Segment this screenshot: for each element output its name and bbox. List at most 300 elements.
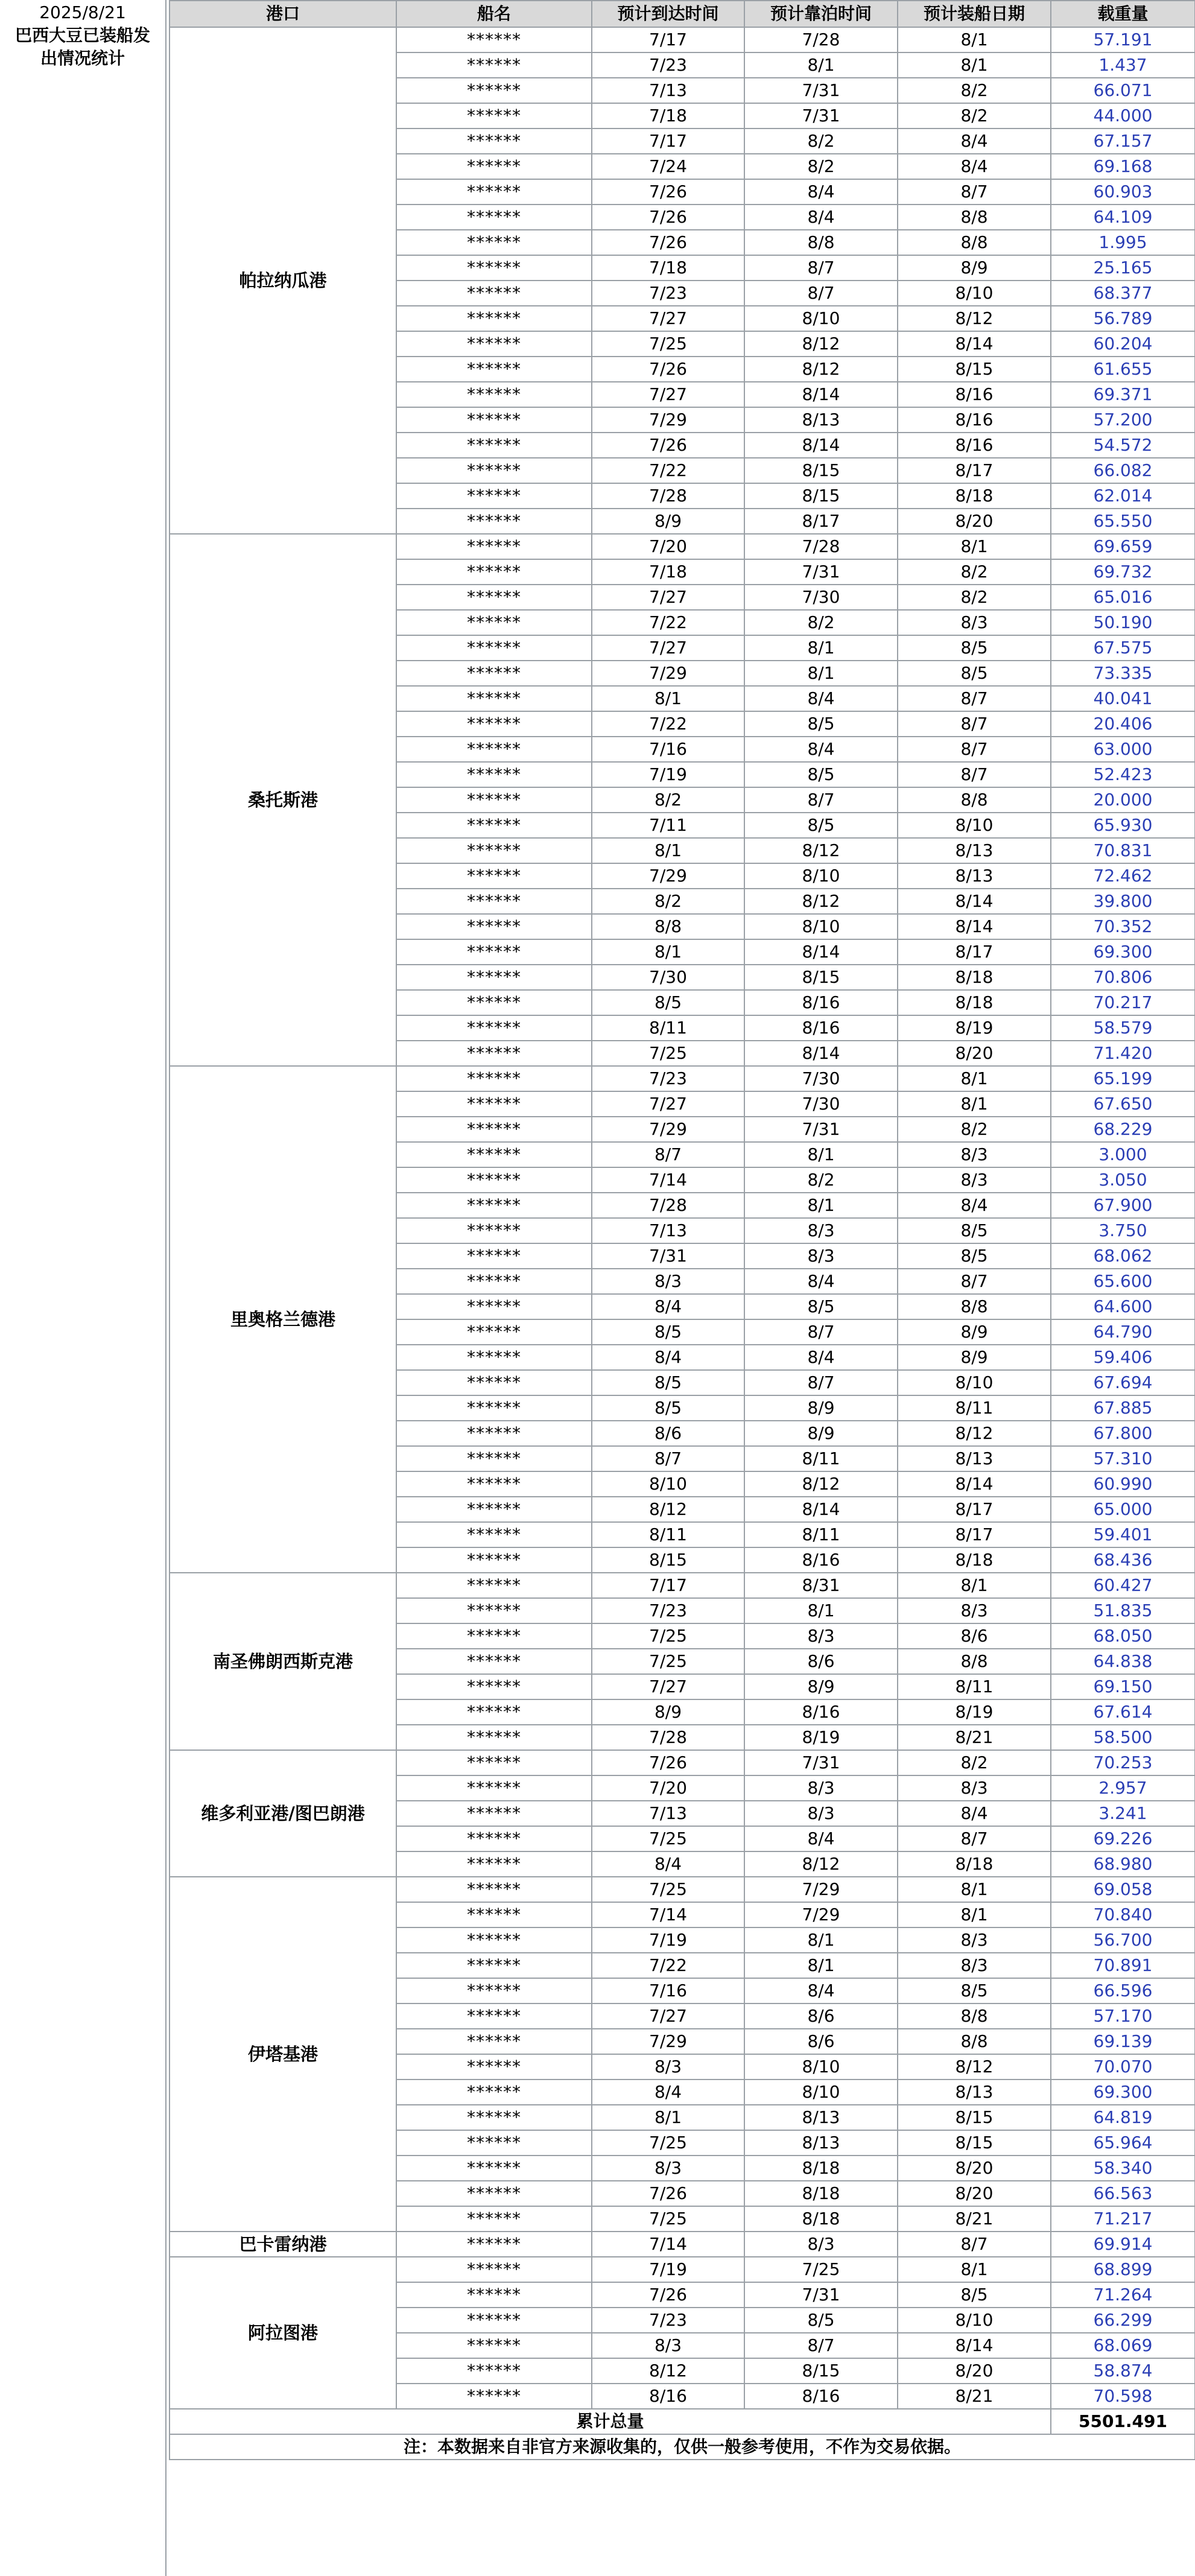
eta-cell[interactable]: 8/16: [592, 2384, 744, 2409]
tonnage-cell[interactable]: 71.420: [1051, 1041, 1195, 1066]
loading-date-cell[interactable]: 8/15: [898, 2130, 1051, 2156]
loading-date-cell[interactable]: 8/7: [898, 2232, 1051, 2257]
berthing-cell[interactable]: 8/2: [744, 154, 898, 179]
eta-cell[interactable]: 7/27: [592, 1674, 744, 1699]
berthing-cell[interactable]: 8/5: [744, 762, 898, 787]
tonnage-cell[interactable]: 68.229: [1051, 1117, 1195, 1142]
tonnage-cell[interactable]: 65.964: [1051, 2130, 1195, 2156]
loading-date-cell[interactable]: 8/7: [898, 711, 1051, 737]
berthing-cell[interactable]: 8/3: [744, 1801, 898, 1826]
berthing-cell[interactable]: 8/15: [744, 458, 898, 483]
ship-name-cell[interactable]: ******: [396, 585, 592, 610]
ship-name-cell[interactable]: ******: [396, 1953, 592, 1978]
berthing-cell[interactable]: 8/2: [744, 1167, 898, 1193]
ship-name-cell[interactable]: ******: [396, 281, 592, 306]
tonnage-cell[interactable]: 66.071: [1051, 78, 1195, 103]
eta-cell[interactable]: 7/17: [592, 27, 744, 52]
loading-date-cell[interactable]: 8/21: [898, 2206, 1051, 2232]
berthing-cell[interactable]: 8/15: [744, 2358, 898, 2384]
tonnage-cell[interactable]: 64.838: [1051, 1649, 1195, 1674]
eta-cell[interactable]: 7/27: [592, 1091, 744, 1117]
ship-name-cell[interactable]: ******: [396, 534, 592, 559]
loading-date-cell[interactable]: 8/18: [898, 965, 1051, 990]
eta-cell[interactable]: 7/29: [592, 661, 744, 686]
tonnage-cell[interactable]: 3.241: [1051, 1801, 1195, 1826]
loading-date-cell[interactable]: 8/14: [898, 1471, 1051, 1497]
loading-date-cell[interactable]: 8/7: [898, 179, 1051, 205]
port-cell[interactable]: 里奥格兰德港: [170, 1066, 396, 1573]
berthing-cell[interactable]: 8/12: [744, 1471, 898, 1497]
eta-cell[interactable]: 7/26: [592, 2282, 744, 2308]
tonnage-cell[interactable]: 1.437: [1051, 52, 1195, 78]
tonnage-cell[interactable]: 58.579: [1051, 1015, 1195, 1041]
berthing-cell[interactable]: 8/2: [744, 128, 898, 154]
loading-date-cell[interactable]: 8/1: [898, 1091, 1051, 1117]
tonnage-cell[interactable]: 69.659: [1051, 534, 1195, 559]
ship-name-cell[interactable]: ******: [396, 2130, 592, 2156]
loading-date-cell[interactable]: 8/15: [898, 357, 1051, 382]
tonnage-cell[interactable]: 58.874: [1051, 2358, 1195, 2384]
ship-name-cell[interactable]: ******: [396, 27, 592, 52]
eta-cell[interactable]: 7/26: [592, 230, 744, 255]
ship-name-cell[interactable]: ******: [396, 382, 592, 407]
berthing-cell[interactable]: 8/7: [744, 787, 898, 813]
loading-date-cell[interactable]: 8/1: [898, 27, 1051, 52]
loading-date-cell[interactable]: 8/11: [898, 1395, 1051, 1421]
tonnage-cell[interactable]: 69.914: [1051, 2232, 1195, 2257]
berthing-cell[interactable]: 8/17: [744, 509, 898, 534]
berthing-cell[interactable]: 8/1: [744, 635, 898, 661]
berthing-cell[interactable]: 8/10: [744, 914, 898, 939]
loading-date-cell[interactable]: 8/9: [898, 255, 1051, 281]
port-cell[interactable]: 帕拉纳瓜港: [170, 27, 396, 534]
berthing-cell[interactable]: 8/1: [744, 661, 898, 686]
ship-name-cell[interactable]: ******: [396, 1269, 592, 1294]
ship-name-cell[interactable]: ******: [396, 1775, 592, 1801]
berthing-cell[interactable]: 8/3: [744, 1623, 898, 1649]
berthing-cell[interactable]: 8/3: [744, 1243, 898, 1269]
berthing-cell[interactable]: 8/5: [744, 2308, 898, 2333]
eta-cell[interactable]: 7/26: [592, 1750, 744, 1775]
tonnage-cell[interactable]: 66.082: [1051, 458, 1195, 483]
berthing-cell[interactable]: 8/4: [744, 205, 898, 230]
eta-cell[interactable]: 7/19: [592, 1927, 744, 1953]
ship-name-cell[interactable]: ******: [396, 2080, 592, 2105]
tonnage-cell[interactable]: 3.750: [1051, 1218, 1195, 1243]
loading-date-cell[interactable]: 8/2: [898, 585, 1051, 610]
tonnage-cell[interactable]: 65.930: [1051, 813, 1195, 838]
eta-cell[interactable]: 7/25: [592, 1623, 744, 1649]
berthing-cell[interactable]: 8/2: [744, 610, 898, 635]
berthing-cell[interactable]: 8/12: [744, 331, 898, 357]
tonnage-cell[interactable]: 68.436: [1051, 1547, 1195, 1573]
berthing-cell[interactable]: 8/9: [744, 1421, 898, 1446]
tonnage-cell[interactable]: 69.058: [1051, 1877, 1195, 1902]
ship-name-cell[interactable]: ******: [396, 1345, 592, 1370]
ship-name-cell[interactable]: ******: [396, 357, 592, 382]
port-cell[interactable]: 桑托斯港: [170, 534, 396, 1066]
berthing-cell[interactable]: 8/8: [744, 230, 898, 255]
ship-name-cell[interactable]: ******: [396, 1801, 592, 1826]
berthing-cell[interactable]: 8/11: [744, 1522, 898, 1547]
berthing-cell[interactable]: 8/5: [744, 813, 898, 838]
loading-date-cell[interactable]: 8/12: [898, 2054, 1051, 2080]
loading-date-cell[interactable]: 8/7: [898, 737, 1051, 762]
tonnage-cell[interactable]: 69.168: [1051, 154, 1195, 179]
eta-cell[interactable]: 8/1: [592, 2105, 744, 2130]
tonnage-cell[interactable]: 2.957: [1051, 1775, 1195, 1801]
ship-name-cell[interactable]: ******: [396, 483, 592, 509]
berthing-cell[interactable]: 8/13: [744, 2105, 898, 2130]
tonnage-cell[interactable]: 70.253: [1051, 1750, 1195, 1775]
berthing-cell[interactable]: 8/19: [744, 1725, 898, 1750]
eta-cell[interactable]: 8/5: [592, 1370, 744, 1395]
berthing-cell[interactable]: 8/18: [744, 2156, 898, 2181]
loading-date-cell[interactable]: 8/2: [898, 1750, 1051, 1775]
loading-date-cell[interactable]: 8/5: [898, 635, 1051, 661]
tonnage-cell[interactable]: 67.800: [1051, 1421, 1195, 1446]
ship-name-cell[interactable]: ******: [396, 686, 592, 711]
tonnage-cell[interactable]: 3.050: [1051, 1167, 1195, 1193]
berthing-cell[interactable]: 8/31: [744, 1573, 898, 1598]
ship-name-cell[interactable]: ******: [396, 1826, 592, 1851]
ship-name-cell[interactable]: ******: [396, 1674, 592, 1699]
loading-date-cell[interactable]: 8/1: [898, 52, 1051, 78]
eta-cell[interactable]: 7/29: [592, 2029, 744, 2054]
tonnage-cell[interactable]: 54.572: [1051, 433, 1195, 458]
tonnage-cell[interactable]: 61.655: [1051, 357, 1195, 382]
berthing-cell[interactable]: 8/1: [744, 1927, 898, 1953]
eta-cell[interactable]: 7/18: [592, 255, 744, 281]
eta-cell[interactable]: 8/3: [592, 2054, 744, 2080]
tonnage-cell[interactable]: 64.790: [1051, 1319, 1195, 1345]
loading-date-cell[interactable]: 8/20: [898, 2181, 1051, 2206]
eta-cell[interactable]: 7/27: [592, 306, 744, 331]
loading-date-cell[interactable]: 8/14: [898, 914, 1051, 939]
loading-date-cell[interactable]: 8/18: [898, 990, 1051, 1015]
ship-name-cell[interactable]: ******: [396, 711, 592, 737]
berthing-cell[interactable]: 7/31: [744, 2282, 898, 2308]
ship-name-cell[interactable]: ******: [396, 2282, 592, 2308]
berthing-cell[interactable]: 8/16: [744, 1547, 898, 1573]
tonnage-cell[interactable]: 59.406: [1051, 1345, 1195, 1370]
eta-cell[interactable]: 7/27: [592, 2003, 744, 2029]
ship-name-cell[interactable]: ******: [396, 1978, 592, 2003]
tonnage-cell[interactable]: 44.000: [1051, 103, 1195, 128]
loading-date-cell[interactable]: 8/1: [898, 1573, 1051, 1598]
tonnage-cell[interactable]: 63.000: [1051, 737, 1195, 762]
berthing-cell[interactable]: 8/9: [744, 1674, 898, 1699]
tonnage-cell[interactable]: 60.990: [1051, 1471, 1195, 1497]
ship-name-cell[interactable]: ******: [396, 103, 592, 128]
berthing-cell[interactable]: 8/12: [744, 838, 898, 863]
tonnage-cell[interactable]: 68.980: [1051, 1851, 1195, 1877]
eta-cell[interactable]: 8/11: [592, 1015, 744, 1041]
berthing-cell[interactable]: 8/12: [744, 1851, 898, 1877]
loading-date-cell[interactable]: 8/8: [898, 2029, 1051, 2054]
tonnage-cell[interactable]: 57.170: [1051, 2003, 1195, 2029]
ship-name-cell[interactable]: ******: [396, 2206, 592, 2232]
loading-date-cell[interactable]: 8/3: [898, 1775, 1051, 1801]
eta-cell[interactable]: 8/3: [592, 1269, 744, 1294]
tonnage-cell[interactable]: 68.069: [1051, 2333, 1195, 2358]
ship-name-cell[interactable]: ******: [396, 2232, 592, 2257]
loading-date-cell[interactable]: 8/17: [898, 939, 1051, 965]
eta-cell[interactable]: 7/19: [592, 2257, 744, 2282]
berthing-cell[interactable]: 8/12: [744, 357, 898, 382]
berthing-cell[interactable]: 8/7: [744, 1370, 898, 1395]
berthing-cell[interactable]: 8/1: [744, 1598, 898, 1623]
ship-name-cell[interactable]: ******: [396, 78, 592, 103]
eta-cell[interactable]: 7/23: [592, 52, 744, 78]
eta-cell[interactable]: 7/30: [592, 965, 744, 990]
tonnage-cell[interactable]: 69.150: [1051, 1674, 1195, 1699]
eta-cell[interactable]: 7/25: [592, 1877, 744, 1902]
eta-cell[interactable]: 8/5: [592, 990, 744, 1015]
ship-name-cell[interactable]: ******: [396, 813, 592, 838]
eta-cell[interactable]: 7/13: [592, 1218, 744, 1243]
ship-name-cell[interactable]: ******: [396, 1193, 592, 1218]
berthing-cell[interactable]: 8/4: [744, 179, 898, 205]
eta-cell[interactable]: 7/28: [592, 483, 744, 509]
ship-name-cell[interactable]: ******: [396, 1927, 592, 1953]
eta-cell[interactable]: 7/18: [592, 103, 744, 128]
loading-date-cell[interactable]: 8/13: [898, 1446, 1051, 1471]
berthing-cell[interactable]: 7/28: [744, 534, 898, 559]
tonnage-cell[interactable]: 70.891: [1051, 1953, 1195, 1978]
berthing-cell[interactable]: 8/4: [744, 737, 898, 762]
ship-name-cell[interactable]: ******: [396, 1421, 592, 1446]
ship-name-cell[interactable]: ******: [396, 1471, 592, 1497]
eta-cell[interactable]: 7/22: [592, 711, 744, 737]
eta-cell[interactable]: 8/1: [592, 939, 744, 965]
berthing-cell[interactable]: 7/25: [744, 2257, 898, 2282]
loading-date-cell[interactable]: 8/2: [898, 103, 1051, 128]
eta-cell[interactable]: 7/16: [592, 737, 744, 762]
tonnage-cell[interactable]: 67.575: [1051, 635, 1195, 661]
loading-date-cell[interactable]: 8/20: [898, 2156, 1051, 2181]
tonnage-cell[interactable]: 51.835: [1051, 1598, 1195, 1623]
berthing-cell[interactable]: 8/3: [744, 2232, 898, 2257]
loading-date-cell[interactable]: 8/19: [898, 1699, 1051, 1725]
tonnage-cell[interactable]: 71.217: [1051, 2206, 1195, 2232]
eta-cell[interactable]: 7/18: [592, 559, 744, 585]
eta-cell[interactable]: 8/7: [592, 1142, 744, 1167]
berthing-cell[interactable]: 8/4: [744, 1978, 898, 2003]
eta-cell[interactable]: 8/4: [592, 1294, 744, 1319]
port-cell[interactable]: 阿拉图港: [170, 2257, 396, 2409]
eta-cell[interactable]: 7/26: [592, 357, 744, 382]
tonnage-cell[interactable]: 69.226: [1051, 1826, 1195, 1851]
loading-date-cell[interactable]: 8/14: [898, 2333, 1051, 2358]
ship-name-cell[interactable]: ******: [396, 1699, 592, 1725]
ship-name-cell[interactable]: ******: [396, 2358, 592, 2384]
eta-cell[interactable]: 7/26: [592, 179, 744, 205]
loading-date-cell[interactable]: 8/20: [898, 1041, 1051, 1066]
berthing-cell[interactable]: 8/13: [744, 2130, 898, 2156]
tonnage-cell[interactable]: 70.070: [1051, 2054, 1195, 2080]
berthing-cell[interactable]: 8/7: [744, 281, 898, 306]
berthing-cell[interactable]: 8/16: [744, 1699, 898, 1725]
loading-date-cell[interactable]: 8/8: [898, 787, 1051, 813]
loading-date-cell[interactable]: 8/14: [898, 889, 1051, 914]
eta-cell[interactable]: 7/20: [592, 534, 744, 559]
eta-cell[interactable]: 8/12: [592, 1497, 744, 1522]
loading-date-cell[interactable]: 8/12: [898, 1421, 1051, 1446]
eta-cell[interactable]: 8/4: [592, 1345, 744, 1370]
berthing-cell[interactable]: 7/31: [744, 559, 898, 585]
eta-cell[interactable]: 7/26: [592, 205, 744, 230]
loading-date-cell[interactable]: 8/2: [898, 78, 1051, 103]
loading-date-cell[interactable]: 8/14: [898, 331, 1051, 357]
loading-date-cell[interactable]: 8/8: [898, 2003, 1051, 2029]
loading-date-cell[interactable]: 8/10: [898, 2308, 1051, 2333]
eta-cell[interactable]: 7/27: [592, 382, 744, 407]
ship-name-cell[interactable]: ******: [396, 458, 592, 483]
eta-cell[interactable]: 8/4: [592, 1851, 744, 1877]
loading-date-cell[interactable]: 8/18: [898, 1851, 1051, 1877]
eta-cell[interactable]: 7/31: [592, 1243, 744, 1269]
tonnage-cell[interactable]: 67.694: [1051, 1370, 1195, 1395]
ship-name-cell[interactable]: ******: [396, 762, 592, 787]
loading-date-cell[interactable]: 8/16: [898, 433, 1051, 458]
ship-name-cell[interactable]: ******: [396, 52, 592, 78]
berthing-cell[interactable]: 7/31: [744, 1750, 898, 1775]
tonnage-cell[interactable]: 73.335: [1051, 661, 1195, 686]
loading-date-cell[interactable]: 8/10: [898, 813, 1051, 838]
ship-name-cell[interactable]: ******: [396, 2105, 592, 2130]
berthing-cell[interactable]: 8/6: [744, 1649, 898, 1674]
eta-cell[interactable]: 7/17: [592, 128, 744, 154]
eta-cell[interactable]: 8/11: [592, 1522, 744, 1547]
berthing-cell[interactable]: 8/4: [744, 1826, 898, 1851]
tonnage-cell[interactable]: 70.598: [1051, 2384, 1195, 2409]
eta-cell[interactable]: 7/22: [592, 1953, 744, 1978]
loading-date-cell[interactable]: 8/17: [898, 1497, 1051, 1522]
ship-name-cell[interactable]: ******: [396, 2384, 592, 2409]
ship-name-cell[interactable]: ******: [396, 1547, 592, 1573]
ship-name-cell[interactable]: ******: [396, 1522, 592, 1547]
ship-name-cell[interactable]: ******: [396, 787, 592, 813]
loading-date-cell[interactable]: 8/1: [898, 1877, 1051, 1902]
berthing-cell[interactable]: 8/14: [744, 1041, 898, 1066]
ship-name-cell[interactable]: ******: [396, 407, 592, 433]
ship-name-cell[interactable]: ******: [396, 1851, 592, 1877]
tonnage-cell[interactable]: 71.264: [1051, 2282, 1195, 2308]
tonnage-cell[interactable]: 60.903: [1051, 179, 1195, 205]
ship-name-cell[interactable]: ******: [396, 1167, 592, 1193]
loading-date-cell[interactable]: 8/2: [898, 559, 1051, 585]
eta-cell[interactable]: 7/23: [592, 1598, 744, 1623]
loading-date-cell[interactable]: 8/1: [898, 1066, 1051, 1091]
eta-cell[interactable]: 8/2: [592, 889, 744, 914]
ship-name-cell[interactable]: ******: [396, 1370, 592, 1395]
berthing-cell[interactable]: 8/16: [744, 990, 898, 1015]
berthing-cell[interactable]: 7/31: [744, 103, 898, 128]
tonnage-cell[interactable]: 65.016: [1051, 585, 1195, 610]
berthing-cell[interactable]: 8/12: [744, 889, 898, 914]
loading-date-cell[interactable]: 8/9: [898, 1345, 1051, 1370]
port-cell[interactable]: 南圣佛朗西斯克港: [170, 1573, 396, 1750]
ship-name-cell[interactable]: ******: [396, 1725, 592, 1750]
ship-name-cell[interactable]: ******: [396, 838, 592, 863]
ship-name-cell[interactable]: ******: [396, 1015, 592, 1041]
ship-name-cell[interactable]: ******: [396, 2054, 592, 2080]
tonnage-cell[interactable]: 1.995: [1051, 230, 1195, 255]
berthing-cell[interactable]: 8/15: [744, 483, 898, 509]
tonnage-cell[interactable]: 56.700: [1051, 1927, 1195, 1953]
ship-name-cell[interactable]: ******: [396, 2029, 592, 2054]
tonnage-cell[interactable]: 69.371: [1051, 382, 1195, 407]
eta-cell[interactable]: 7/22: [592, 610, 744, 635]
eta-cell[interactable]: 7/13: [592, 1801, 744, 1826]
tonnage-cell[interactable]: 25.165: [1051, 255, 1195, 281]
loading-date-cell[interactable]: 8/5: [898, 1243, 1051, 1269]
eta-cell[interactable]: 7/25: [592, 331, 744, 357]
ship-name-cell[interactable]: ******: [396, 1091, 592, 1117]
ship-name-cell[interactable]: ******: [396, 914, 592, 939]
tonnage-cell[interactable]: 62.014: [1051, 483, 1195, 509]
berthing-cell[interactable]: 8/16: [744, 1015, 898, 1041]
eta-cell[interactable]: 7/20: [592, 1775, 744, 1801]
eta-cell[interactable]: 7/25: [592, 1041, 744, 1066]
berthing-cell[interactable]: 8/4: [744, 686, 898, 711]
ship-name-cell[interactable]: ******: [396, 559, 592, 585]
total-value[interactable]: 5501.491: [1051, 2409, 1195, 2434]
berthing-cell[interactable]: 8/14: [744, 939, 898, 965]
ship-name-cell[interactable]: ******: [396, 2308, 592, 2333]
loading-date-cell[interactable]: 8/20: [898, 509, 1051, 534]
eta-cell[interactable]: 7/28: [592, 1193, 744, 1218]
loading-date-cell[interactable]: 8/1: [898, 2257, 1051, 2282]
eta-cell[interactable]: 8/1: [592, 686, 744, 711]
berthing-cell[interactable]: 8/10: [744, 2054, 898, 2080]
berthing-cell[interactable]: 8/6: [744, 2003, 898, 2029]
berthing-cell[interactable]: 7/29: [744, 1877, 898, 1902]
disclaimer-note[interactable]: 注：本数据来自非官方来源收集的，仅供一般参考使用，不作为交易依据。: [170, 2434, 1195, 2460]
loading-date-cell[interactable]: 8/17: [898, 1522, 1051, 1547]
loading-date-cell[interactable]: 8/18: [898, 1547, 1051, 1573]
eta-cell[interactable]: 8/15: [592, 1547, 744, 1573]
berthing-cell[interactable]: 8/14: [744, 382, 898, 407]
port-cell[interactable]: 伊塔基港: [170, 1877, 396, 2232]
eta-cell[interactable]: 7/14: [592, 1167, 744, 1193]
tonnage-cell[interactable]: 39.800: [1051, 889, 1195, 914]
tonnage-cell[interactable]: 66.299: [1051, 2308, 1195, 2333]
eta-cell[interactable]: 7/23: [592, 281, 744, 306]
berthing-cell[interactable]: 8/15: [744, 965, 898, 990]
tonnage-cell[interactable]: 57.191: [1051, 27, 1195, 52]
tonnage-cell[interactable]: 67.614: [1051, 1699, 1195, 1725]
tonnage-cell[interactable]: 65.199: [1051, 1066, 1195, 1091]
eta-cell[interactable]: 7/26: [592, 433, 744, 458]
berthing-cell[interactable]: 7/31: [744, 78, 898, 103]
eta-cell[interactable]: 8/9: [592, 509, 744, 534]
tonnage-cell[interactable]: 60.204: [1051, 331, 1195, 357]
loading-date-cell[interactable]: 8/11: [898, 1674, 1051, 1699]
berthing-cell[interactable]: 8/10: [744, 863, 898, 889]
tonnage-cell[interactable]: 59.401: [1051, 1522, 1195, 1547]
loading-date-cell[interactable]: 8/9: [898, 1319, 1051, 1345]
berthing-cell[interactable]: 8/10: [744, 306, 898, 331]
loading-date-cell[interactable]: 8/2: [898, 1117, 1051, 1142]
ship-name-cell[interactable]: ******: [396, 2257, 592, 2282]
loading-date-cell[interactable]: 8/21: [898, 1725, 1051, 1750]
loading-date-cell[interactable]: 8/10: [898, 281, 1051, 306]
loading-date-cell[interactable]: 8/21: [898, 2384, 1051, 2409]
eta-cell[interactable]: 7/29: [592, 863, 744, 889]
tonnage-cell[interactable]: 50.190: [1051, 610, 1195, 635]
